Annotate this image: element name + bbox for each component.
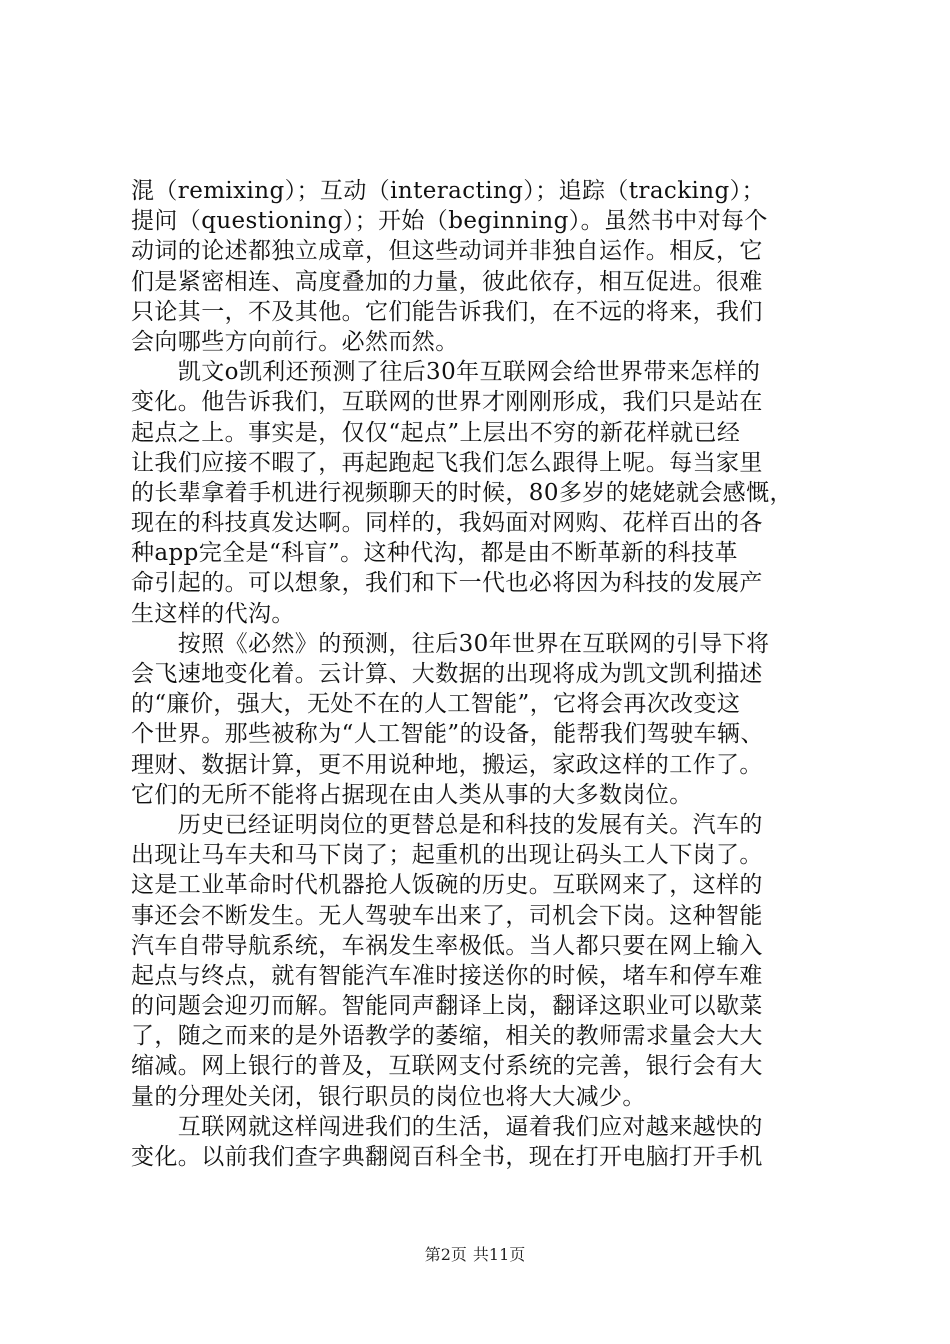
text-line: 起点之上。事实是，仅仅“起点”上层出不穷的新花样就已经 xyxy=(131,419,741,446)
text-line: 它们的无所不能将占据现在由人类从事的大多数岗位。 xyxy=(131,781,693,808)
text-line: 按照《必然》的预测，往后30年世界在互联网的引导下将 xyxy=(131,630,770,657)
text-line: 种app完全是“科盲”。这种代沟，都是由不断革新的科技革 xyxy=(131,540,738,567)
text-line: 生这样的代沟。 xyxy=(131,600,295,627)
text-line: 起点与终点，就有智能汽车准时接送你的时候，堵车和停车难 xyxy=(131,962,763,989)
text-line: 了，随之而来的是外语教学的萎缩，相关的教师需求量会大大 xyxy=(131,1023,763,1050)
text-line: 事还会不断发生。无人驾驶车出来了，司机会下岗。这种智能 xyxy=(131,902,763,929)
text-line: 变化。他告诉我们，互联网的世界才刚刚形成，我们只是站在 xyxy=(131,389,763,416)
text-line: 的“廉价，强大，无处不在的人工智能”，它将会再次改变这 xyxy=(131,691,741,718)
text-line: 让我们应接不暇了，再起跑起飞我们怎么跟得上呢。每当家里 xyxy=(131,449,763,476)
text-line: 们是紧密相连、高度叠加的力量，彼此依存，相互促进。很难 xyxy=(131,268,763,295)
text-line: 混（remixing）；互动（interacting）；追踪（tracking）； xyxy=(131,178,765,204)
text-line: 缩减。网上银行的普及，互联网支付系统的完善，银行会有大 xyxy=(131,1053,763,1080)
text-line: 命引起的。可以想象，我们和下一代也必将因为科技的发展产 xyxy=(131,570,763,597)
text-line: 的长辈拿着手机进行视频聊天的时候，80多岁的姥姥就会感慨， xyxy=(131,479,793,506)
text-line: 只论其一，不及其他。它们能告诉我们，在不远的将来，我们 xyxy=(131,298,763,325)
text-line: 现在的科技真发达啊。同样的，我妈面对网购、花样百出的各 xyxy=(131,510,763,537)
page-number: 第2页 xyxy=(424,1245,467,1264)
text-line: 历史已经证明岗位的更替总是和科技的发展有关。汽车的 xyxy=(131,811,763,838)
text-line: 个世界。那些被称为“人工智能”的设备，能帮我们驾驶车辆、 xyxy=(131,721,764,748)
text-line: 提问（questioning）；开始（beginning）。虽然书中对每个 xyxy=(131,208,768,235)
text-line: 变化。以前我们查字典翻阅百科全书，现在打开电脑打开手机 xyxy=(131,1144,763,1170)
text-line: 动词的论述都独立成章，但这些动词并非独自运作。相反，它 xyxy=(131,238,763,265)
text-line: 凯文o凯利还预测了往后30年互联网会给世界带来怎样的 xyxy=(131,359,761,386)
page-footer xyxy=(0,1245,950,1265)
page-total: 共11页 xyxy=(472,1245,526,1264)
text-line: 出现让马车夫和马下岗了；起重机的出现让码头工人下岗了。 xyxy=(131,842,763,869)
text-line: 会向哪些方向前行。必然而然。 xyxy=(131,328,459,355)
text-line: 互联网就这样闯进我们的生活，逼着我们应对越来越快的 xyxy=(131,1113,763,1140)
text-line: 汽车自带导航系统，车祸发生率极低。当人都只要在网上输入 xyxy=(131,932,763,959)
text-line: 理财、数据计算，更不用说种地，搬运，家政这样的工作了。 xyxy=(131,751,763,778)
text-line: 量的分理处关闭，银行职员的岗位也将大大减少。 xyxy=(131,1083,646,1110)
text-line: 的问题会迎刃而解。智能同声翻译上岗，翻译这职业可以歇菜 xyxy=(131,993,763,1020)
text-line: 会飞速地变化着。云计算、大数据的出现将成为凯文凯利描述 xyxy=(131,661,763,687)
text-line: 这是工业革命时代机器抢人饭碗的历史。互联网来了，这样的 xyxy=(131,872,763,899)
body-text xyxy=(131,176,831,1172)
